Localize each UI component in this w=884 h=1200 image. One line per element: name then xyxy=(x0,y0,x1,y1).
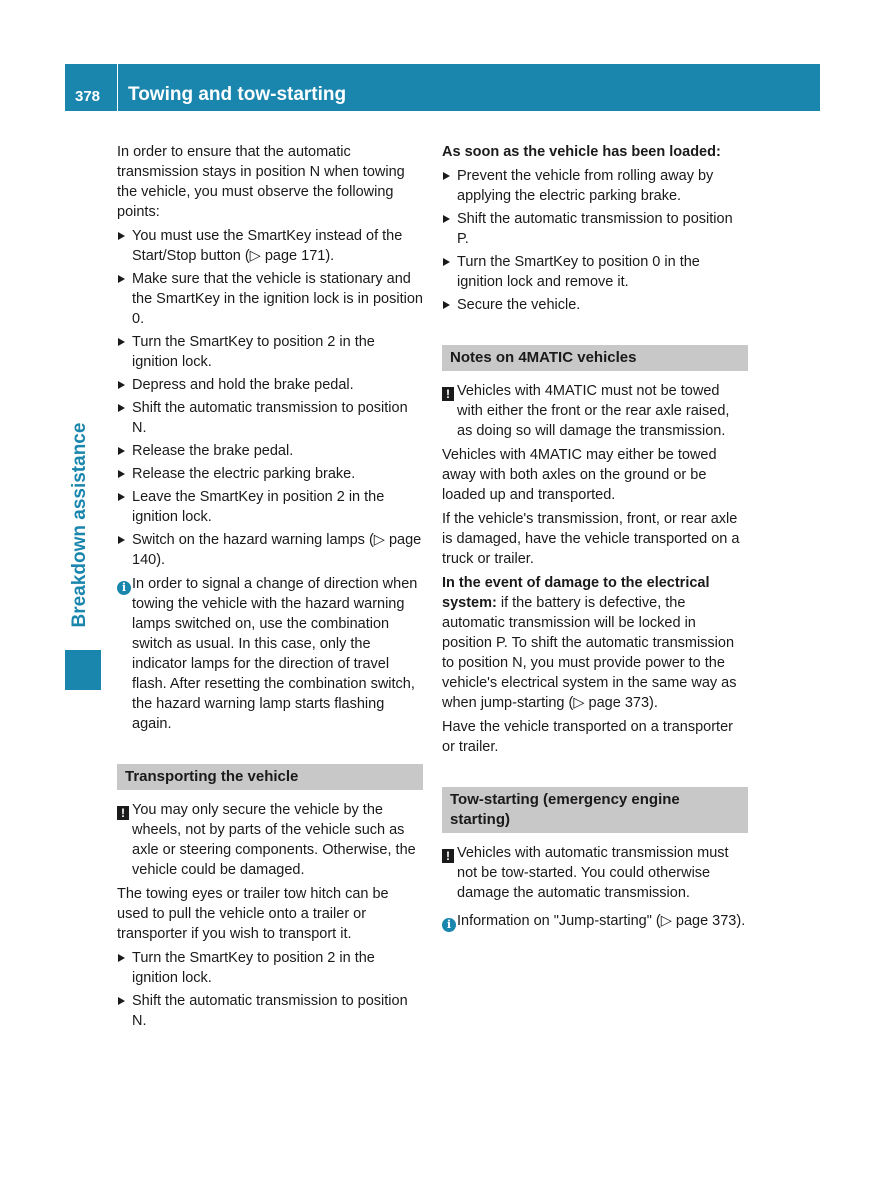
list-item: Turn the SmartKey to position 0 in the ignition lock and remove it. xyxy=(442,252,748,292)
step-arrow-icon xyxy=(443,172,450,180)
right-column xyxy=(442,142,748,935)
towing-steps xyxy=(117,226,423,570)
page-header xyxy=(65,64,820,111)
electrical-lead: In the event of damage to the electrical system: xyxy=(442,575,710,611)
list-item: Shift the automatic transmission to position N. xyxy=(117,398,423,438)
transporter-paragraph: Have the vehicle transported on a transporter or trailer. xyxy=(442,719,733,755)
step-arrow-icon xyxy=(118,338,125,346)
warning-note-text: Vehicles with automatic transmission must not be tow-started. You could otherwise damage the automatic transmission. xyxy=(457,845,729,901)
left-column xyxy=(117,142,423,1035)
step-arrow-icon xyxy=(118,536,125,544)
step-arrow-icon xyxy=(118,404,125,412)
list-item: Depress and hold the brake pedal. xyxy=(117,375,423,395)
info-icon: i xyxy=(442,918,456,932)
list-item: Secure the vehicle. xyxy=(442,295,748,315)
step-arrow-icon xyxy=(443,258,450,266)
side-tab-marker xyxy=(65,650,101,690)
info-note-text: In order to signal a change of direction when towing the vehicle with the hazard warning lamps switched on, use the combination switch as usual. In this case, only the indicator lamps for the direction of travel flash. After resetting the combination switch, the hazard warning lamp starts flashing again. xyxy=(132,576,418,732)
electrical-text: if the battery is defective, the automatic transmission will be locked in position P. To shift the automatic transmission to position N, you must provide power to the vehicle's electrical system in the same way as when jump-starting (▷ page 373). xyxy=(442,595,737,711)
step-arrow-icon xyxy=(118,954,125,962)
step-arrow-icon xyxy=(118,447,125,455)
loaded-steps xyxy=(442,166,748,315)
info-note xyxy=(442,911,748,931)
warning-note xyxy=(117,800,423,880)
step-arrow-icon xyxy=(118,493,125,501)
list-item: Turn the SmartKey to position 2 in the ignition lock. xyxy=(117,948,423,988)
page-title: Towing and tow-starting xyxy=(128,84,347,105)
warning-icon: ! xyxy=(442,387,454,401)
list-item: Make sure that the vehicle is stationary and the SmartKey in the ignition lock is in position 0. xyxy=(117,269,423,329)
warning-icon: ! xyxy=(117,806,129,820)
warning-note-text: Vehicles with 4MATIC must not be towed with either the front or the rear axle raised, as doing so will damage the transmission. xyxy=(457,383,730,439)
page-number: 378 xyxy=(75,88,101,105)
loaded-heading: As soon as the vehicle has been loaded: xyxy=(442,144,721,160)
list-item: Release the brake pedal. xyxy=(117,441,423,461)
step-arrow-icon xyxy=(118,275,125,283)
step-arrow-icon xyxy=(118,381,125,389)
list-item: Switch on the hazard warning lamps (▷ page 140). xyxy=(117,530,423,570)
warning-note-text: You may only secure the vehicle by the wheels, not by parts of the vehicle such as axle or steering components. Otherwise, the vehicle could be damaged. xyxy=(132,802,416,878)
warning-note xyxy=(442,381,748,441)
matic-paragraph-2: If the vehicle's transmission, front, or rear axle is damaged, have the vehicle transported on a truck or trailer. xyxy=(442,511,740,567)
info-note-text: Information on "Jump-starting" (▷ page 373). xyxy=(457,913,746,929)
matic-paragraph-1: Vehicles with 4MATIC may either be towed away with both axles on the ground or be loaded up and transported. xyxy=(442,447,717,503)
side-tab-label: Breakdown assistance xyxy=(69,422,90,628)
warning-note xyxy=(442,843,748,903)
electrical-paragraph xyxy=(442,573,748,713)
list-item: Release the electric parking brake. xyxy=(117,464,423,484)
list-item: Leave the SmartKey in position 2 in the ignition lock. xyxy=(117,487,423,527)
section-heading-transporting: Transporting the vehicle xyxy=(117,764,423,790)
step-arrow-icon xyxy=(118,470,125,478)
transport-steps xyxy=(117,948,423,1031)
transport-paragraph: The towing eyes or trailer tow hitch can be used to pull the vehicle onto a trailer or transporter if you wish to transport it. xyxy=(117,886,389,942)
step-arrow-icon xyxy=(443,301,450,309)
warning-icon: ! xyxy=(442,849,454,863)
step-arrow-icon xyxy=(443,215,450,223)
info-icon: i xyxy=(117,581,131,595)
info-note xyxy=(117,574,423,734)
list-item: Shift the automatic transmission to position N. xyxy=(117,991,423,1031)
section-heading-tow-starting: Tow-starting (emergency engine starting) xyxy=(442,787,748,833)
step-arrow-icon xyxy=(118,232,125,240)
section-heading-4matic: Notes on 4MATIC vehicles xyxy=(442,345,748,371)
list-item: Shift the automatic transmission to position P. xyxy=(442,209,748,249)
step-arrow-icon xyxy=(118,997,125,1005)
list-item: Prevent the vehicle from rolling away by applying the electric parking brake. xyxy=(442,166,748,206)
intro-paragraph: In order to ensure that the automatic transmission stays in position N when towing the vehicle, you must observe the following points: xyxy=(117,144,405,220)
list-item: You must use the SmartKey instead of the Start/Stop button (▷ page 171). xyxy=(117,226,423,266)
list-item: Turn the SmartKey to position 2 in the ignition lock. xyxy=(117,332,423,372)
